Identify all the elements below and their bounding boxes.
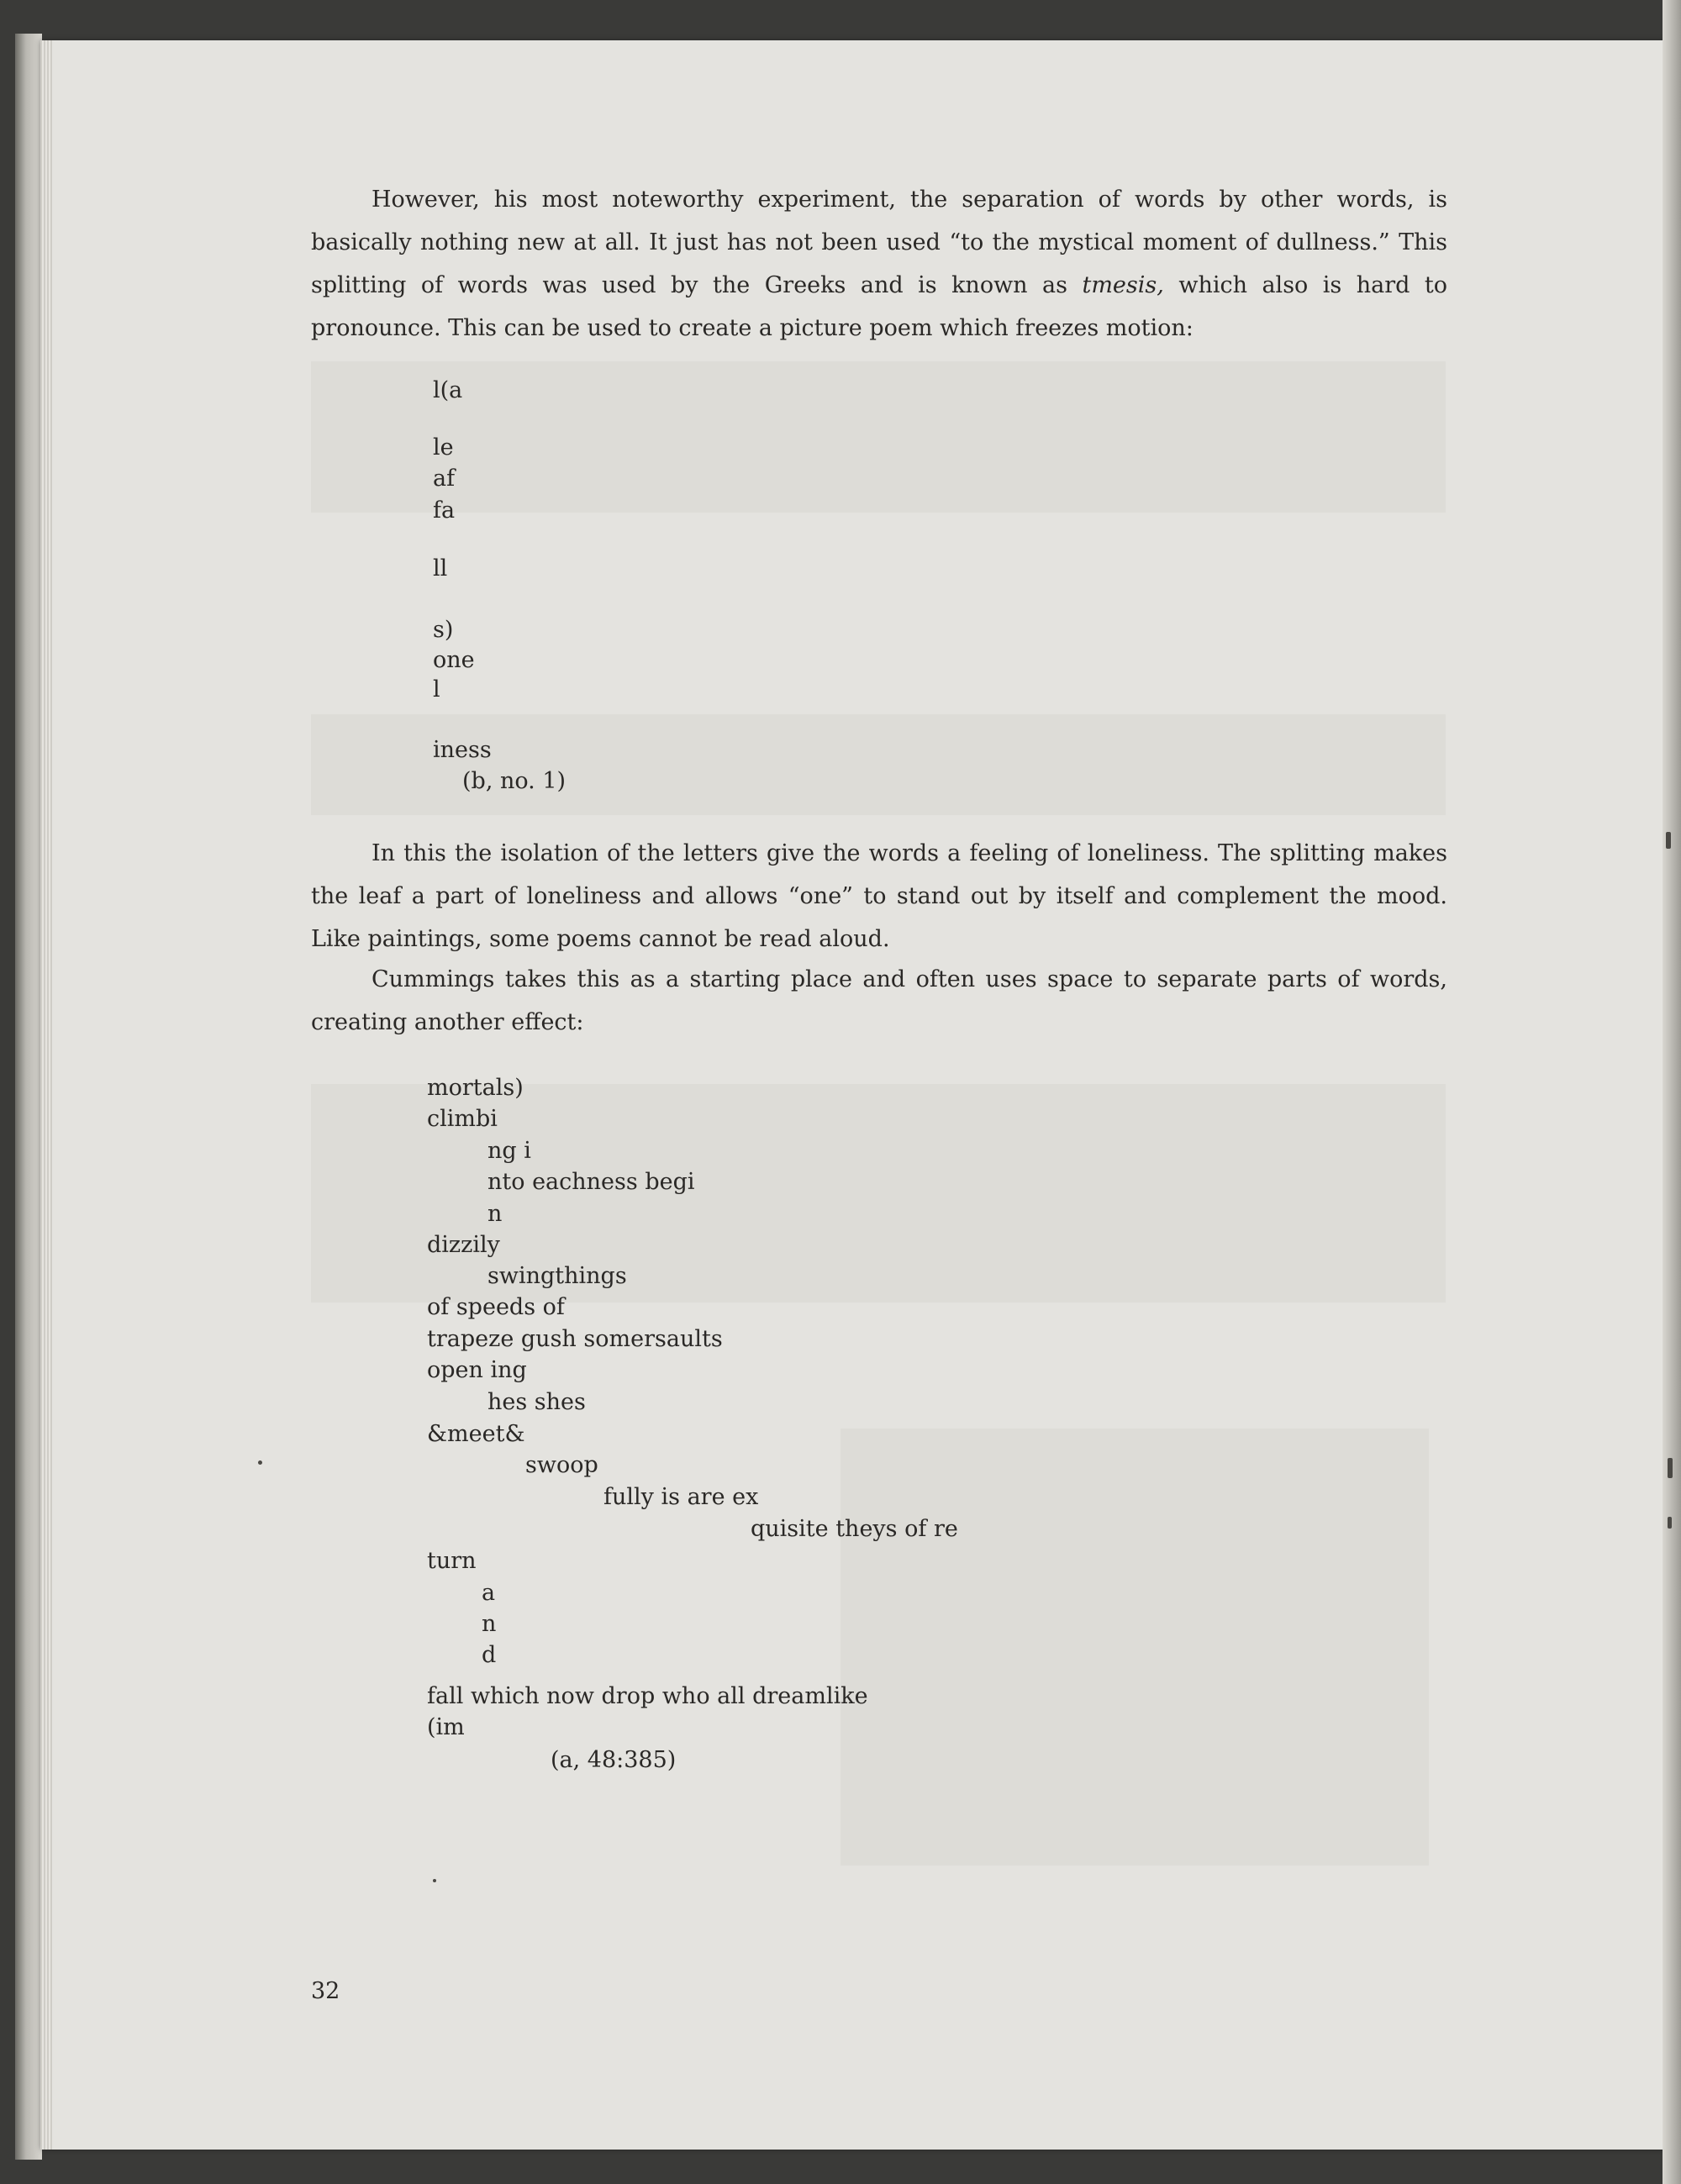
poem1-line: l(a [433, 377, 463, 403]
poem1-line: ll [433, 555, 448, 582]
poem2-line: nto eachness begi [487, 1169, 695, 1195]
poem2-line: hes shes [487, 1389, 586, 1415]
poem2-line: fall which now drop who all dreamlike [427, 1683, 868, 1709]
poem2-line: fully is are ex [603, 1484, 759, 1510]
poem1-line: s) [433, 617, 454, 643]
poem1-line: one [433, 647, 475, 673]
poem2-line: n [487, 1201, 503, 1227]
paragraph-analysis [311, 832, 1447, 960]
poem2-line: a [482, 1580, 496, 1606]
show-through-text [311, 361, 1446, 513]
poem2-citation: (a, 48:385) [551, 1747, 677, 1773]
poem2-line: swingthings [487, 1263, 627, 1289]
poem2-line: of speeds of [427, 1294, 565, 1320]
page-binding-shadow [15, 34, 42, 2160]
page-tab-mark [1668, 1517, 1672, 1529]
page-number: 32 [311, 1978, 340, 2004]
poem2-line: turn [427, 1548, 477, 1574]
poem2-line: climbi [427, 1106, 498, 1132]
poem2-line: trapeze gush somersaults [427, 1326, 723, 1352]
show-through-text [311, 714, 1446, 815]
page-tab-mark [1668, 1458, 1673, 1478]
paragraph-intro [311, 178, 1447, 350]
page-tab-mark [1666, 832, 1671, 849]
poem2-line: ng i [487, 1138, 531, 1164]
poem1-line: le [433, 434, 454, 460]
poem2-line: quisite theys of re [751, 1516, 958, 1542]
paragraph-intro-text: However, his most noteworthy experiment, the separation of words by other words, is basically nothing new at all. It just has not been used “to the mystical moment of dullness.” This splitting of words was used by the Greeks and is known as [311, 187, 1447, 298]
poem2-line: mortals) [427, 1075, 524, 1101]
paragraph-intro-text-end: which also is hard to pronounce. This can be used to create a picture poem which freezes motion: [311, 272, 1447, 341]
poem1-citation: (b, no. 1) [462, 768, 566, 794]
paragraph-transition-text: Cummings takes this as a starting place and often uses space to separate parts of words, creating another effect: [311, 966, 1447, 1035]
poem2-line: (im [427, 1714, 465, 1740]
poem1-line: l [433, 676, 440, 703]
show-through-text [840, 1429, 1429, 1866]
tmesis-term: tmesis, [1082, 272, 1164, 298]
page-edge-right [1663, 0, 1681, 2184]
scan-speck [433, 1879, 436, 1882]
page-edge-stack [40, 40, 52, 2150]
poem2-line: &meet& [427, 1421, 525, 1447]
poem1-line: iness [433, 737, 492, 763]
poem2-line: dizzily [427, 1232, 500, 1258]
poem2-line: open ing [427, 1357, 527, 1383]
poem2-line: n [482, 1611, 497, 1637]
scan-speck [258, 1460, 262, 1465]
poem2-line: d [482, 1642, 497, 1668]
poem2-line: swoop [525, 1452, 598, 1478]
paragraph-analysis-text: In this the isolation of the letters give the words a feeling of loneliness. The splitting makes the leaf a part of loneliness and allows “one” to stand out by itself and complement the mood. Like paintings, some poems cannot be read aloud. [311, 840, 1447, 952]
paragraph-transition [311, 958, 1447, 1044]
poem1-line: fa [433, 497, 456, 524]
poem1-line: af [433, 466, 456, 492]
